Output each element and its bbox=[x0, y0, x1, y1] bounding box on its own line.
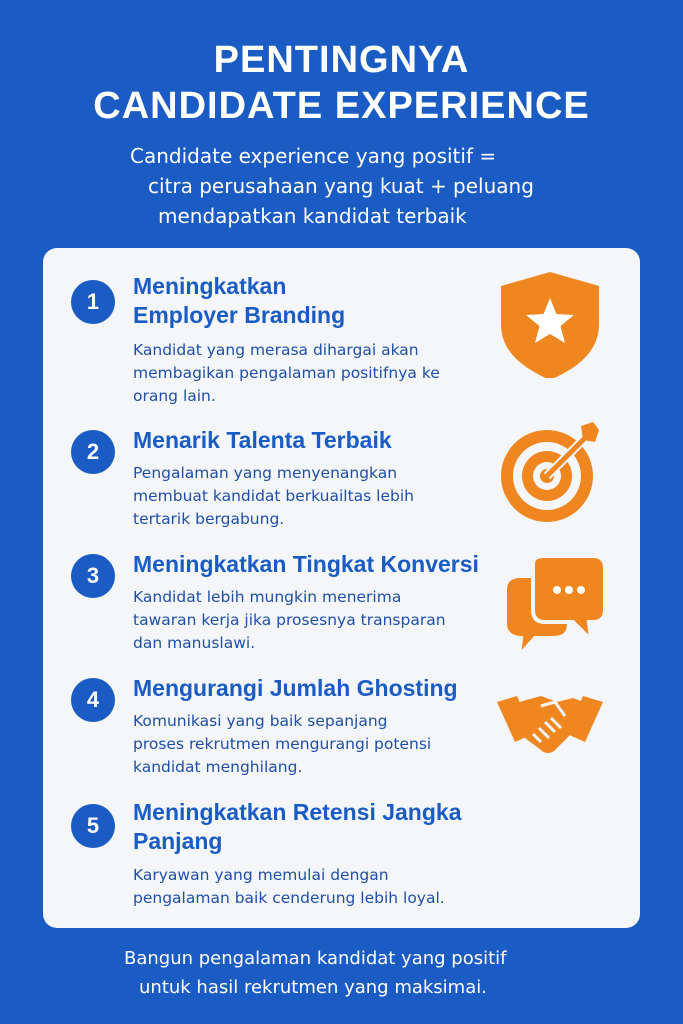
benefit-1-desc-line-1: Kandidat yang merasa dihargai akan bbox=[133, 341, 419, 359]
benefit-3-description bbox=[133, 586, 493, 655]
benefit-2-desc-line-3: tertarik bergabung. bbox=[133, 510, 285, 528]
benefit-3-desc-line-3: dan manuslawi. bbox=[133, 634, 256, 652]
benefit-3-title-line-1: Meningkatkan Tingkat Konversi bbox=[133, 551, 479, 577]
benefit-4-desc-line-1: Komunikasi yang baik sepanjang bbox=[133, 712, 388, 730]
benefit-5-desc-line-2: pengalaman baik cenderung lebih loyal. bbox=[133, 889, 445, 907]
benefit-1-desc-line-3: orang lain. bbox=[133, 387, 216, 405]
benefit-2-desc-line-1: Pengalaman yang menyenangkan bbox=[133, 464, 398, 482]
benefit-5-description bbox=[133, 864, 533, 910]
benefit-5-desc-line-1: Karyawan yang memulai dengan bbox=[133, 866, 389, 884]
benefit-4-title-line-1: Mengurangi Jumlah Ghosting bbox=[133, 675, 458, 701]
subtitle-line-2: citra perusahaan yang kuat + peluang bbox=[148, 174, 534, 198]
benefit-1-description bbox=[133, 339, 493, 408]
number-badge-2: 2 bbox=[71, 430, 115, 474]
footer-line-2: untuk hasil rekrutmen yang maksimai. bbox=[139, 977, 487, 998]
chat-bubbles-icon bbox=[495, 554, 605, 664]
benefit-1-title bbox=[133, 272, 513, 330]
number-badge-1: 1 bbox=[71, 280, 115, 324]
benefit-4-title bbox=[133, 674, 523, 703]
benefit-3-desc-line-1: Kandidat lebih mungkin menerima bbox=[133, 588, 402, 606]
benefit-2-description bbox=[133, 462, 493, 531]
benefit-2-title-line-1: Menarik Talenta Terbaik bbox=[133, 427, 392, 453]
page-title-line-1: PENTINGNYA bbox=[213, 39, 470, 81]
benefit-4-desc-line-3: kandidat menghilang. bbox=[133, 758, 303, 776]
handshake-icon bbox=[495, 672, 605, 782]
benefit-5-title-line-1: Meningkatkan Retensi Jangka bbox=[133, 799, 462, 825]
shield-star-icon bbox=[495, 268, 605, 378]
subtitle-line-3: mendapatkan kandidat terbaik bbox=[158, 204, 467, 228]
benefit-1-title-line-1: Meningkatkan bbox=[133, 273, 287, 299]
footer-line-1: Bangun pengalaman kandidat yang positif bbox=[124, 948, 507, 969]
page-title-line-2: CANDIDATE EXPERIENCE bbox=[93, 85, 590, 127]
number-badge-3: 3 bbox=[71, 554, 115, 598]
target-icon bbox=[495, 416, 605, 526]
benefit-5-title-line-2: Panjang bbox=[133, 828, 223, 854]
benefit-4-desc-line-2: proses rekrutmen mengurangi potensi bbox=[133, 735, 432, 753]
number-badge-4: 4 bbox=[71, 678, 115, 722]
subtitle-line-1: Candidate experience yang positif = bbox=[130, 144, 497, 168]
benefit-5-title bbox=[133, 798, 523, 856]
number-badge-5: 5 bbox=[71, 804, 115, 848]
benefit-3-title bbox=[133, 550, 523, 579]
benefit-1-desc-line-2: membagikan pengalaman positifnya ke bbox=[133, 364, 440, 382]
benefit-3-desc-line-2: tawaran kerja jika prosesnya transparan bbox=[133, 611, 446, 629]
benefit-4-description bbox=[133, 710, 493, 779]
benefit-2-desc-line-2: membuat kandidat berkuailtas lebih bbox=[133, 487, 414, 505]
benefit-2-title bbox=[133, 426, 513, 455]
benefits-card bbox=[43, 248, 640, 928]
benefit-1-title-line-2: Employer Branding bbox=[133, 302, 346, 328]
